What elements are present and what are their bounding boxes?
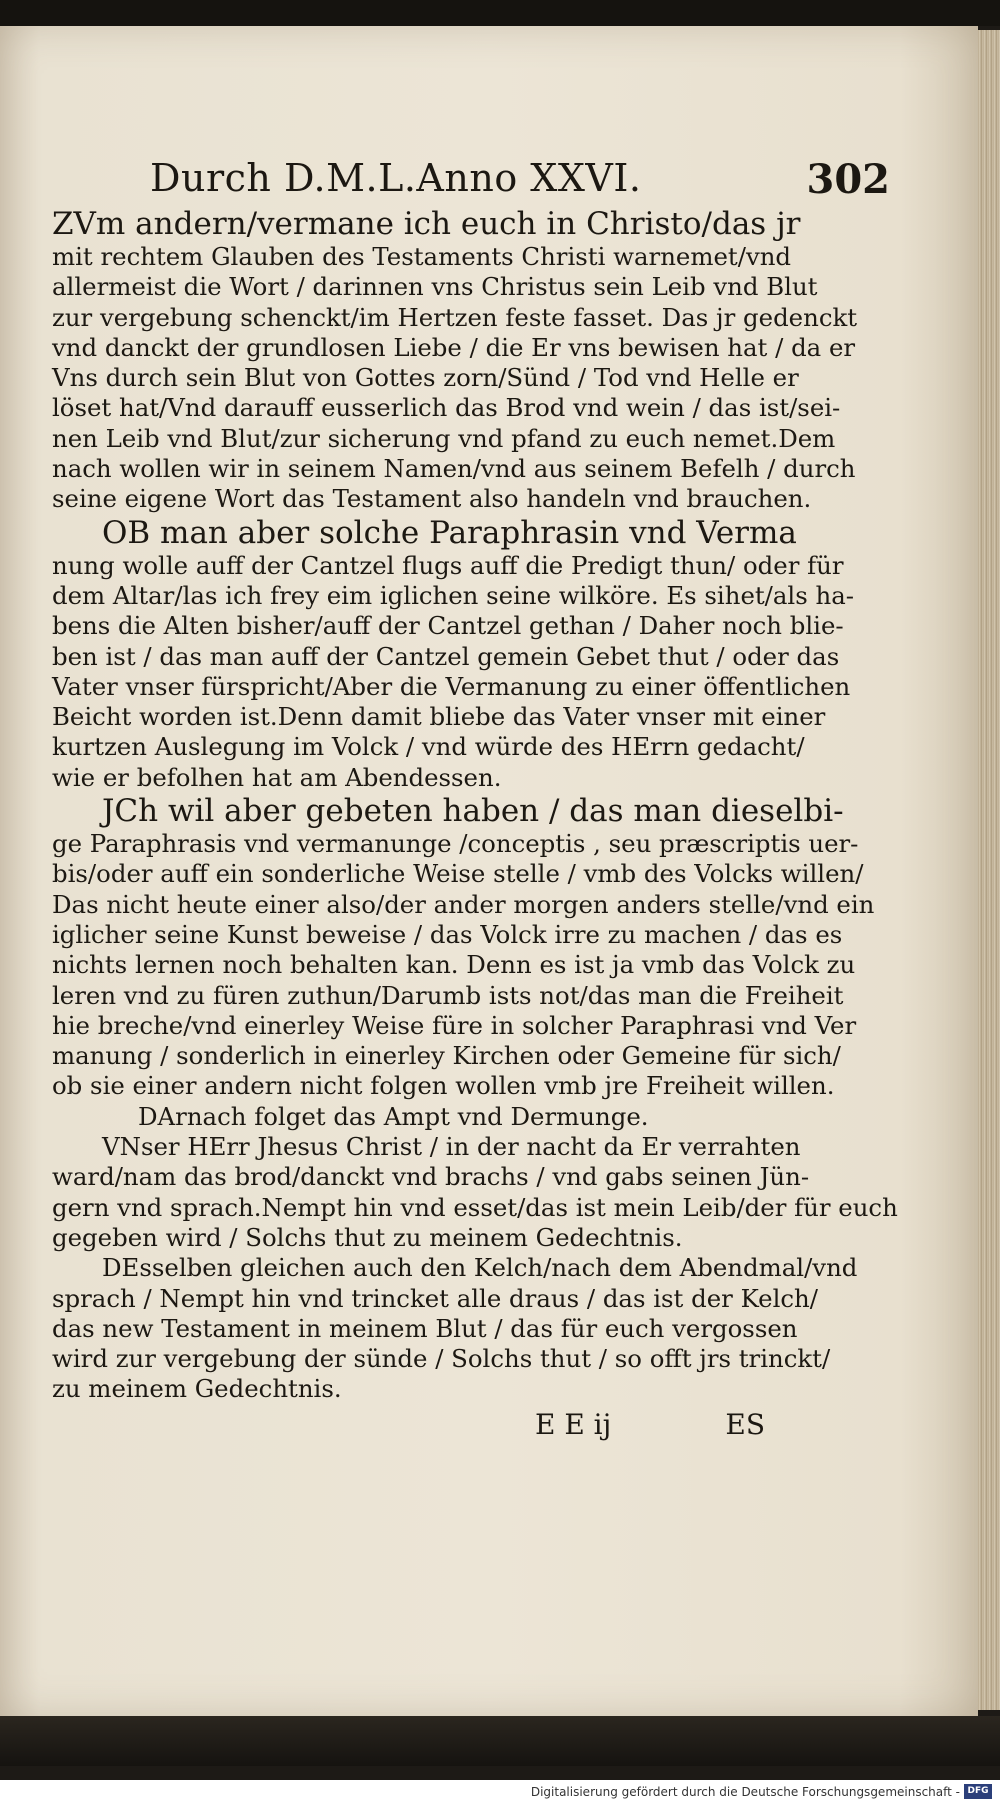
text-line: löset hat/Vnd darauff eusserlich das Brod vnd wein / das ist/sei- xyxy=(52,393,841,423)
text-line: wie er befolhen hat am Abendessen. xyxy=(52,762,502,792)
text-line: zur vergebung schenckt/im Hertzen feste fasset. Das jr gedenckt xyxy=(52,302,858,332)
text-line: bens die Alten bisher/auff der Cantzel gethan / Daher noch blie- xyxy=(52,611,844,641)
paragraph-1 xyxy=(52,206,858,515)
catchword: ES xyxy=(725,1408,765,1441)
text-line: iglicher seine Kunst beweise / das Volck irre zu machen / das es xyxy=(52,919,843,949)
page-edges xyxy=(978,30,1000,1710)
text-line: nach wollen wir in seinem Namen/vnd aus seinem Befelh / durch xyxy=(52,454,856,484)
paragraph-5 xyxy=(52,1253,858,1404)
text-line: VNser HErr Jhesus Christ / in der nacht da Er verrahten xyxy=(102,1132,801,1162)
text-line: DArnach folget das Ampt vnd Dermunge. xyxy=(138,1101,649,1131)
text-line: wird zur vergebung der sünde / Solchs thut / so offt jrs trinckt/ xyxy=(52,1344,831,1374)
text-line: bis/oder auff ein sonderliche Weise stelle / vmb des Volcks willen/ xyxy=(52,859,864,889)
text-line: OB man aber solche Paraphrasin vnd Verma xyxy=(102,514,797,551)
text-line: zu meinem Gedechtnis. xyxy=(52,1374,342,1404)
text-line: mit rechtem Glauben des Testaments Christi warnemet/vnd xyxy=(52,242,792,271)
text-line: sprach / Nempt hin vnd trincket alle draus / das ist der Kelch/ xyxy=(52,1283,818,1313)
folio-number: 302 xyxy=(806,156,890,203)
paragraph-2 xyxy=(52,514,854,793)
text-line: Vns durch sein Blut von Gottes zorn/Sünd / Tod vnd Helle er xyxy=(52,363,799,393)
footer-credit: Digitalisierung gefördert durch die Deutsche Forschungsgemeinschaft - xyxy=(530,1785,960,1799)
text-line: ben ist / das man auff der Cantzel gemein Gebet thut / oder das xyxy=(52,641,840,671)
text-line: gegeben wird / Solchs thut zu meinem Gedechtnis. xyxy=(52,1222,683,1252)
text-line: das new Testament in meinem Blut / das für euch vergossen xyxy=(52,1313,798,1343)
text-line: Vater vnser fürspricht/Aber die Vermanung zu einer öffentlichen xyxy=(52,671,851,701)
text-line: nung wolle auff der Cantzel flugs auff die Predigt thun/ oder für xyxy=(52,550,844,580)
text-line: ZVm andern/vermane ich euch in Christo/das jr xyxy=(52,206,801,242)
text-line: ward/nam das brod/danckt vnd brachs / vnd gabs seinen Jün- xyxy=(52,1162,810,1192)
text-line: DEsselben gleichen auch den Kelch/nach dem Abendmal/vnd xyxy=(102,1253,858,1283)
catchwords-row xyxy=(535,1408,765,1444)
text-line: gern vnd sprach.Nempt hin vnd esset/das ist mein Leib/der für euch xyxy=(52,1192,898,1222)
text-line: Beicht worden ist.Denn damit bliebe das Vater vnser mit einer xyxy=(52,702,826,732)
text-line: JCh wil aber gebeten haben / das man dieselbi- xyxy=(102,793,844,830)
text-line: manung / sonderlich in einerley Kirchen oder Gemeine für sich/ xyxy=(52,1041,841,1071)
running-head: Durch D.M.L.Anno XXVI. xyxy=(150,156,642,200)
paragraph-4 xyxy=(52,1132,898,1253)
text-line: ob sie einer andern nicht folgen wollen vmb jre Freiheit willen. xyxy=(52,1071,835,1101)
dfg-logo: DFG xyxy=(964,1784,992,1799)
section-heading xyxy=(52,1102,772,1132)
main-text xyxy=(52,206,898,1405)
text-line: nichts lernen noch behalten kan. Denn es ist ja vmb das Volck zu xyxy=(52,950,856,980)
digitization-footer xyxy=(0,1780,1000,1804)
text-line: Das nicht heute einer also/der ander morgen anders stelle/vnd ein xyxy=(52,889,875,919)
text-line: ge Paraphrasis vnd vermanunge /conceptis , seu præscriptis uer- xyxy=(52,829,859,859)
text-line: vnd danckt der grundlosen Liebe / die Er vns bewisen hat / da er xyxy=(52,332,856,362)
text-line: leren vnd zu füren zuthun/Darumb ists not/das man die Freiheit xyxy=(52,980,844,1010)
text-line: hie breche/vnd einerley Weise füre in solcher Paraphrasi vnd Ver xyxy=(52,1010,857,1040)
text-line: dem Altar/las ich frey eim iglichen seine wilköre. Es sihet/als ha- xyxy=(52,580,854,610)
signature-mark: E E ij xyxy=(535,1408,612,1441)
scan-background-top xyxy=(0,0,1000,26)
text-line: seine eigene Wort das Testament also handeln vnd brauchen. xyxy=(52,484,812,514)
text-line: kurtzen Auslegung im Volck / vnd würde des HErrn gedacht/ xyxy=(52,732,805,762)
paragraph-3 xyxy=(52,793,875,1102)
scan-background-bottom xyxy=(0,1716,1000,1766)
text-line: nen Leib vnd Blut/zur sicherung vnd pfand zu euch nemet.Dem xyxy=(52,423,836,453)
page-header xyxy=(150,156,890,206)
text-line: allermeist die Wort / darinnen vns Christus sein Leib vnd Blut xyxy=(52,272,818,302)
